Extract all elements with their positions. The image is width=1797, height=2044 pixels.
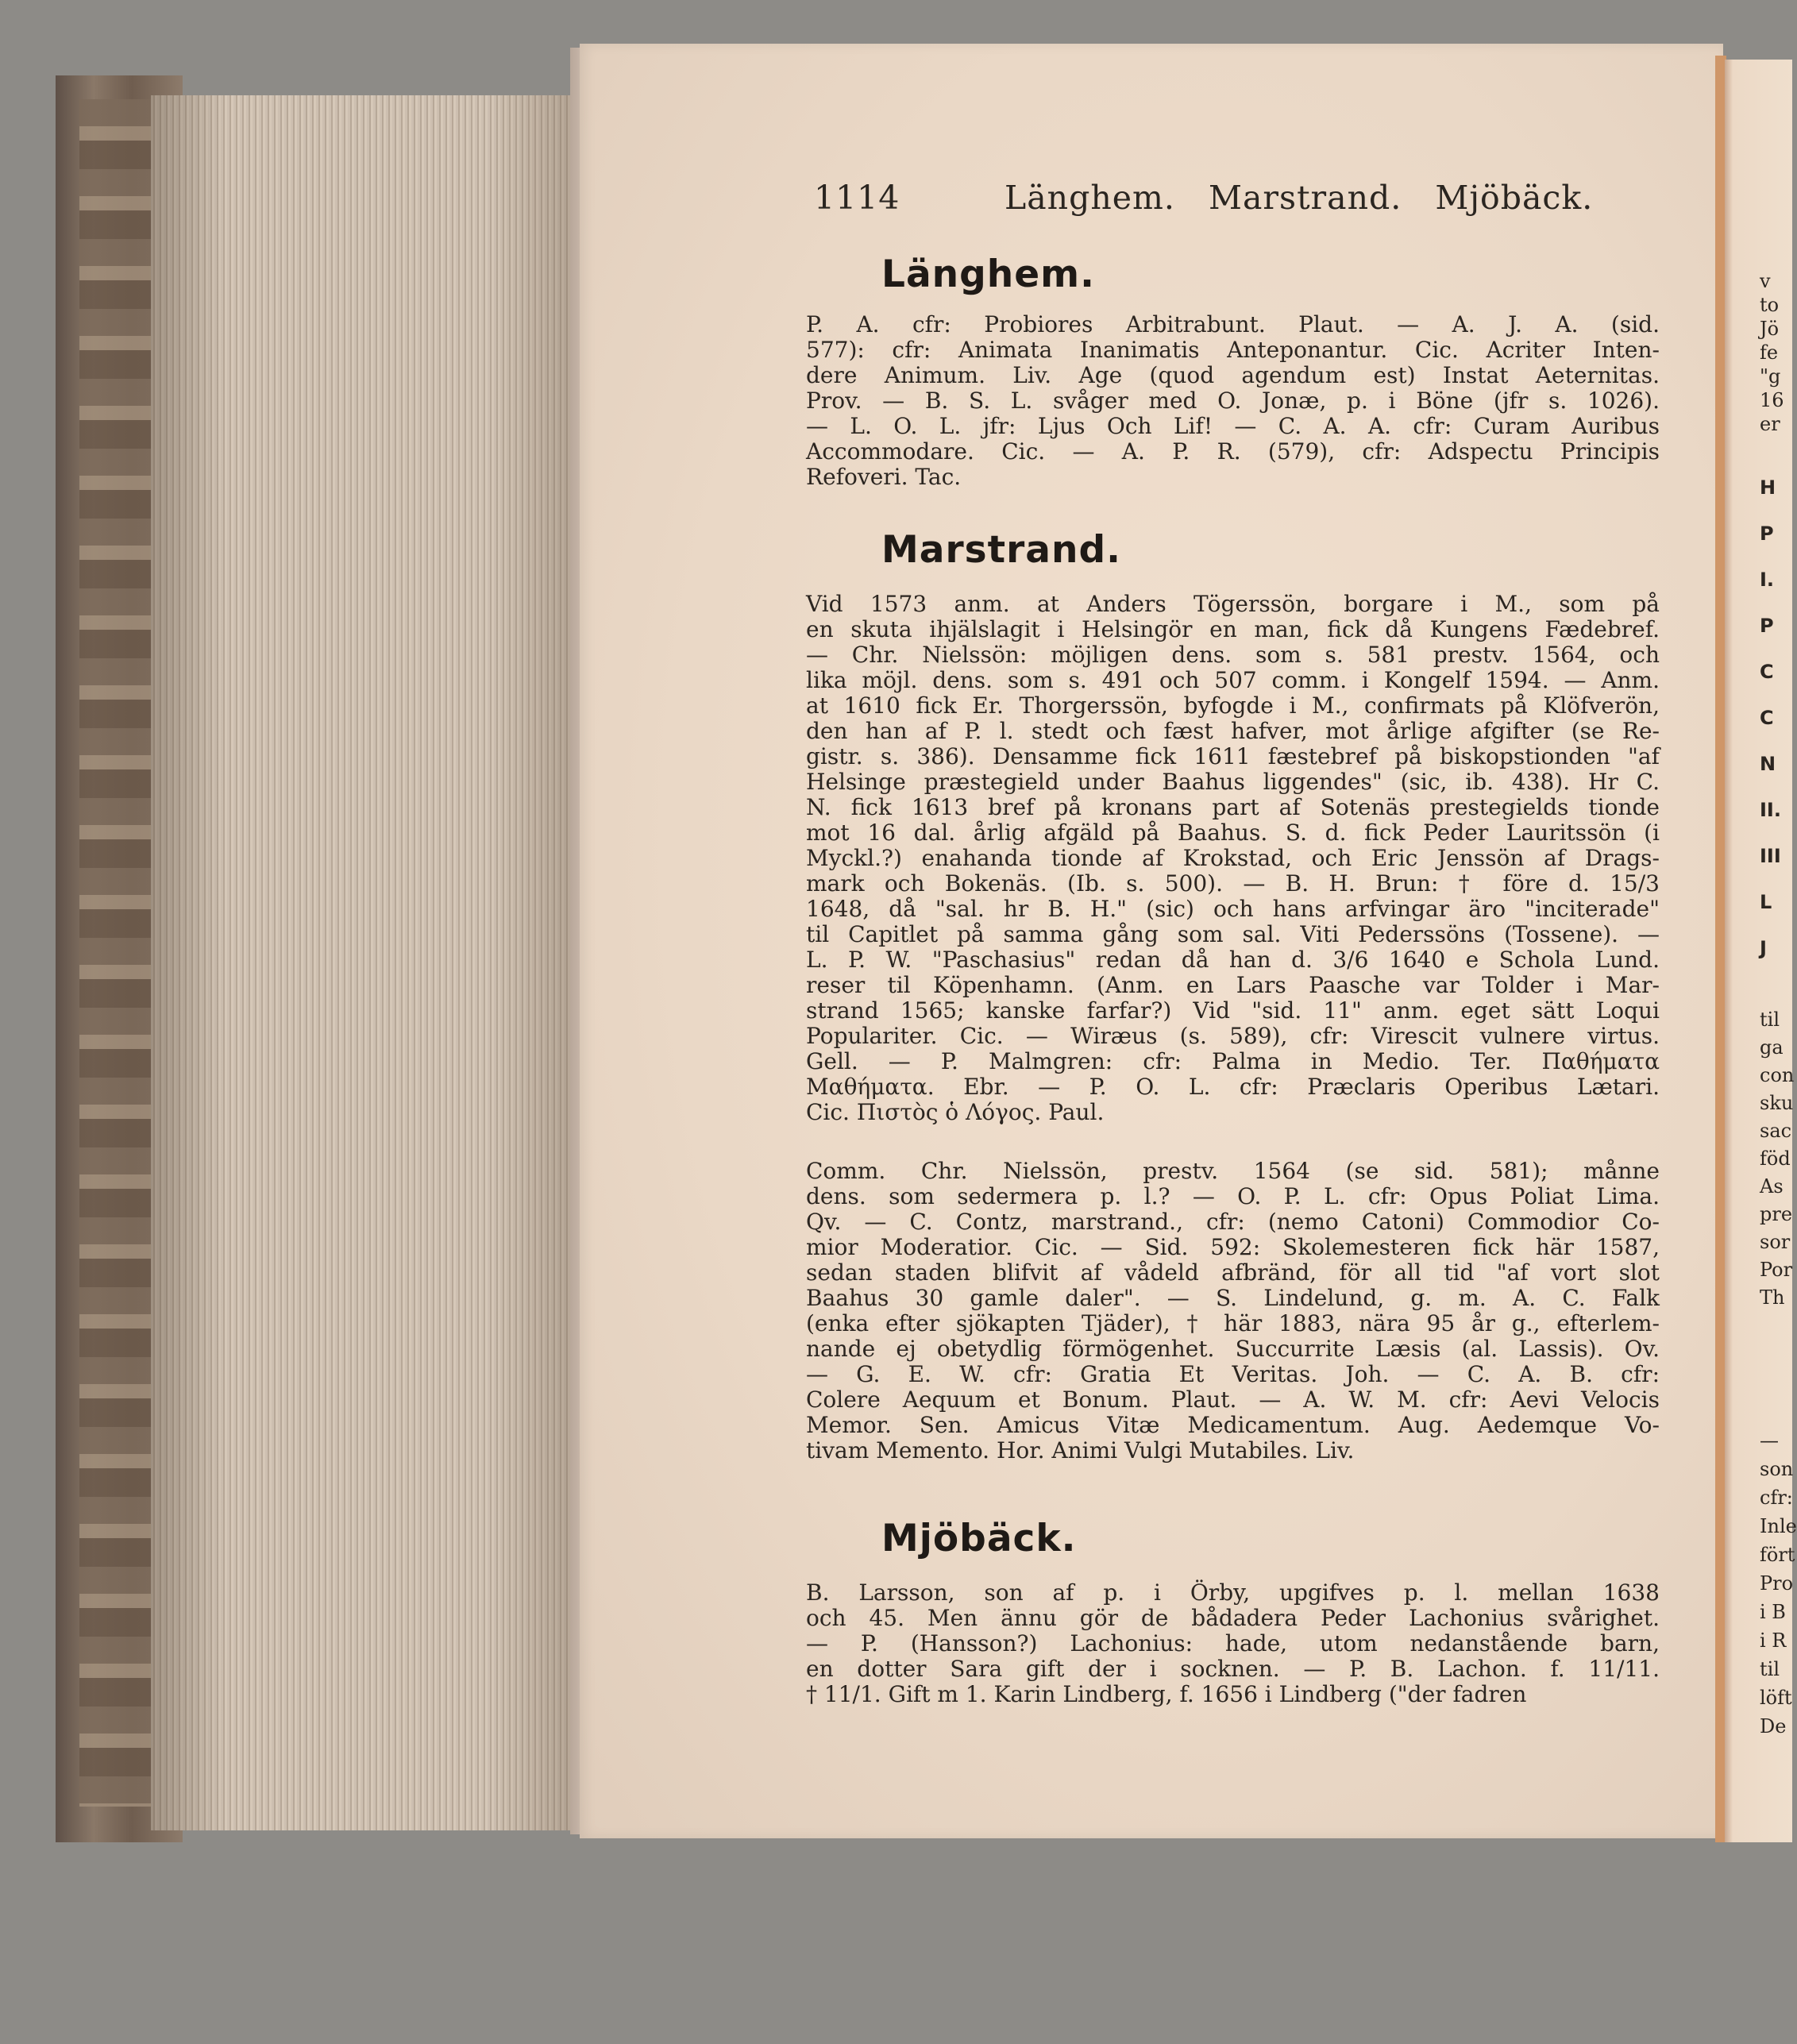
right-page-fragment: löft bbox=[1760, 1687, 1792, 1709]
text-line: † 11/1. Gift m 1. Karin Lindberg, f. 1656 i Lindberg ("der fadren bbox=[806, 1681, 1527, 1707]
text-line: lika möjl. dens. som s. 491 och 507 comm. i Kongelf 1594. — Anm. bbox=[806, 667, 1660, 693]
running-title: Länghem. Marstrand. Mjöbäck. bbox=[1005, 179, 1594, 217]
text-line: Helsinge præstegield under Baahus liggendes" (sic, ib. 438). Hr C. bbox=[806, 769, 1660, 795]
text-line: L. P. W. "Paschasius" redan då han d. 3/6 1640 e Schola Lund. bbox=[806, 947, 1660, 973]
right-page-fragment: sku bbox=[1760, 1092, 1794, 1114]
right-page-fragment: As bbox=[1760, 1175, 1784, 1197]
text-line: strand 1565; kanske farfar?) Vid "sid. 11" anm. eget sätt Loqui bbox=[806, 997, 1660, 1024]
text-line: den han af P. l. stedt och fæst hafver, mot årlige afgifter (se Re- bbox=[806, 718, 1660, 744]
right-page-fragment: De bbox=[1760, 1715, 1787, 1737]
text-line: Cic. Πιστὸς ὁ Λόγος. Paul. bbox=[806, 1099, 1105, 1125]
right-page-fragment: P bbox=[1760, 523, 1774, 545]
right-page-fragment: Por bbox=[1760, 1259, 1793, 1281]
right-page-fragment: Jö bbox=[1760, 318, 1780, 340]
text-line: tivam Memento. Hor. Animi Vulgi Mutabiles. Liv. bbox=[806, 1437, 1355, 1464]
section-heading-langhem: Länghem. bbox=[881, 253, 1095, 296]
right-page-fragment: II. bbox=[1760, 799, 1781, 821]
right-page-fragment: H bbox=[1760, 476, 1776, 499]
right-page-fragment: I. bbox=[1760, 569, 1775, 591]
right-page-fragment: ga bbox=[1760, 1036, 1784, 1059]
right-page-fragment: L bbox=[1760, 891, 1772, 913]
right-page-fragment: P bbox=[1760, 615, 1774, 637]
text-line: gistr. s. 386). Densamme fick 1611 fæstebref på biskopstionden "af bbox=[806, 743, 1660, 769]
text-line: — P. (Hansson?) Lachonius: hade, utom nedanstående barn, bbox=[806, 1630, 1660, 1656]
section-body-marstrand-comm bbox=[806, 1159, 1660, 1464]
section-body-marstrand bbox=[806, 592, 1660, 1125]
right-page-fragment: fört bbox=[1760, 1544, 1795, 1566]
right-page-fragment: III bbox=[1760, 845, 1781, 867]
right-page-fragment: er bbox=[1760, 413, 1780, 435]
right-page-fragment: sor bbox=[1760, 1231, 1791, 1253]
text-line: — Chr. Nielssön: möjligen dens. som s. 581 prestv. 1564, och bbox=[806, 642, 1660, 668]
text-line: — G. E. W. cfr: Gratia Et Veritas. Joh. — C. A. B. cfr: bbox=[806, 1361, 1660, 1387]
text-line: Myckl.?) enahanda tionde af Krokstad, och Eric Jenssön af Drags- bbox=[806, 845, 1660, 871]
right-page-fragment: 16 bbox=[1760, 389, 1784, 411]
text-line: B. Larsson, son af p. i Örby, upgifves p. l. mellan 1638 bbox=[806, 1579, 1660, 1606]
text-line: 1648, då "sal. hr B. H." (sic) och hans arfvingar äro "inciterade" bbox=[806, 896, 1660, 922]
text-line: reser til Köpenhamn. (Anm. en Lars Paasche var Tolder i Mar- bbox=[806, 972, 1660, 998]
section-body-mjoback bbox=[806, 1580, 1660, 1707]
text-line: nande ej obetydlig förmögenhet. Succurrite Læsis (al. Lassis). Ov. bbox=[806, 1336, 1660, 1362]
text-line: Colere Aequum et Bonum. Plaut. — A. W. M. cfr: Aevi Velocis bbox=[806, 1386, 1660, 1413]
text-line: och 45. Men ännu gör de bådadera Peder Lachonius svårighet. bbox=[806, 1605, 1660, 1631]
right-page-fragment: pre bbox=[1760, 1203, 1793, 1225]
text-line: en skuta ihjälslagit i Helsingör en man, fick då Kungens Fædebref. bbox=[806, 616, 1660, 642]
right-page-fragment: Th bbox=[1760, 1286, 1785, 1309]
section-heading-mjoback: Mjöbäck. bbox=[881, 1517, 1077, 1560]
right-page-fragment: sac bbox=[1760, 1120, 1792, 1142]
text-line: P. A. cfr: Probiores Arbitrabunt. Plaut. — A. J. A. (sid. bbox=[806, 311, 1660, 337]
text-line: Qv. — C. Contz, marstrand., cfr: (nemo Catoni) Commodior Co- bbox=[806, 1209, 1660, 1235]
right-page-fragment: J bbox=[1760, 937, 1767, 959]
right-page-fragment: til bbox=[1760, 1658, 1780, 1680]
right-page-fragment: C bbox=[1760, 707, 1774, 729]
section-heading-marstrand: Marstrand. bbox=[881, 528, 1121, 572]
page-stack-shadow bbox=[151, 95, 572, 1830]
right-page-fragment: "g bbox=[1760, 365, 1781, 388]
text-line: — L. O. L. jfr: Ljus Och Lif! — C. A. A. cfr: Curam Auribus bbox=[806, 413, 1660, 439]
text-line: at 1610 fick Er. Thorgerssön, byfogde i M., confirmats på Klöfverön, bbox=[806, 692, 1660, 719]
text-line: N. fick 1613 bref på kronans part af Sotenäs prestegields tionde bbox=[806, 794, 1660, 820]
text-line: til Capitlet på samma gång som sal. Viti Pederssöns (Tossene). — bbox=[806, 921, 1660, 947]
text-line: Memor. Sen. Amicus Vitæ Medicamentum. Aug. Aedemque Vo- bbox=[806, 1412, 1660, 1438]
right-page-fragment: N bbox=[1760, 753, 1776, 775]
right-page-fragment: i B bbox=[1760, 1601, 1786, 1623]
right-page-fragment: til bbox=[1760, 1009, 1780, 1031]
right-page-fragment: i R bbox=[1760, 1629, 1787, 1652]
text-line: Populariter. Cic. — Wiræus (s. 589), cfr: Virescit vulnere virtus. bbox=[806, 1023, 1660, 1049]
right-page-fragment: Pro bbox=[1760, 1572, 1794, 1595]
text-line: Μαθήματα. Ebr. — P. O. L. cfr: Præclaris Operibus Lætari. bbox=[806, 1074, 1660, 1100]
text-line: Prov. — B. S. L. svåger med O. Jonæ, p. i Böne (jfr s. 1026). bbox=[806, 388, 1660, 414]
page-number: 1114 bbox=[814, 179, 900, 217]
text-line: Vid 1573 anm. at Anders Tögerssön, borgare i M., som på bbox=[806, 591, 1660, 617]
text-line: Refoveri. Tac. bbox=[806, 464, 962, 490]
text-line: en dotter Sara gift der i socknen. — P. B. Lachon. f. 11/11. bbox=[806, 1656, 1660, 1682]
right-page-fragment: — bbox=[1760, 1429, 1779, 1452]
right-page-fragment: Inle bbox=[1760, 1515, 1797, 1537]
text-line: 577): cfr: Animata Inanimatis Anteponantur. Cic. Acriter Inten- bbox=[806, 337, 1660, 363]
text-line: Baahus 30 gamle daler". — S. Lindelund, g. m. A. C. Falk bbox=[806, 1285, 1660, 1311]
right-page-fragment: fe bbox=[1760, 341, 1779, 364]
text-line: (enka efter sjökapten Tjäder), † här 1883, nära 95 år g., efterlem- bbox=[806, 1310, 1660, 1336]
text-line: mark och Bokenäs. (Ib. s. 500). — B. H. Brun: † före d. 15/3 bbox=[806, 870, 1660, 897]
right-page-fragment: föd bbox=[1760, 1147, 1791, 1170]
text-line: Accommodare. Cic. — A. P. R. (579), cfr: Adspectu Principis bbox=[806, 438, 1660, 465]
text-line: dere Animum. Liv. Age (quod agendum est) Instat Aeternitas. bbox=[806, 362, 1660, 388]
right-page-fragment: to bbox=[1760, 294, 1780, 316]
text-line: sedan staden blifvit af vådeld afbränd, för all tid "af vort slot bbox=[806, 1259, 1660, 1286]
right-page-fragment: cfr: bbox=[1760, 1487, 1793, 1509]
text-line: dens. som sedermera p. l.? — O. P. L. cfr: Opus Poliat Lima. bbox=[806, 1183, 1660, 1209]
section-body-langhem bbox=[806, 312, 1660, 490]
text-line: Gell. — P. Malmgren: cfr: Palma in Medio. Ter. Παθήματα bbox=[806, 1048, 1660, 1074]
right-page-fragment: con bbox=[1760, 1064, 1795, 1086]
text-line: mot 16 dal. årlig afgäld på Baahus. S. d. fick Peder Lauritssön (i bbox=[806, 820, 1660, 846]
right-page-fragment: C bbox=[1760, 661, 1774, 683]
text-line: Comm. Chr. Nielssön, prestv. 1564 (se sid. 581); månne bbox=[806, 1158, 1660, 1184]
text-line: mior Moderatior. Cic. — Sid. 592: Skolemesteren fick här 1587, bbox=[806, 1234, 1660, 1260]
right-page-fragment: son bbox=[1760, 1458, 1794, 1480]
right-page-fragment: v bbox=[1760, 270, 1771, 292]
